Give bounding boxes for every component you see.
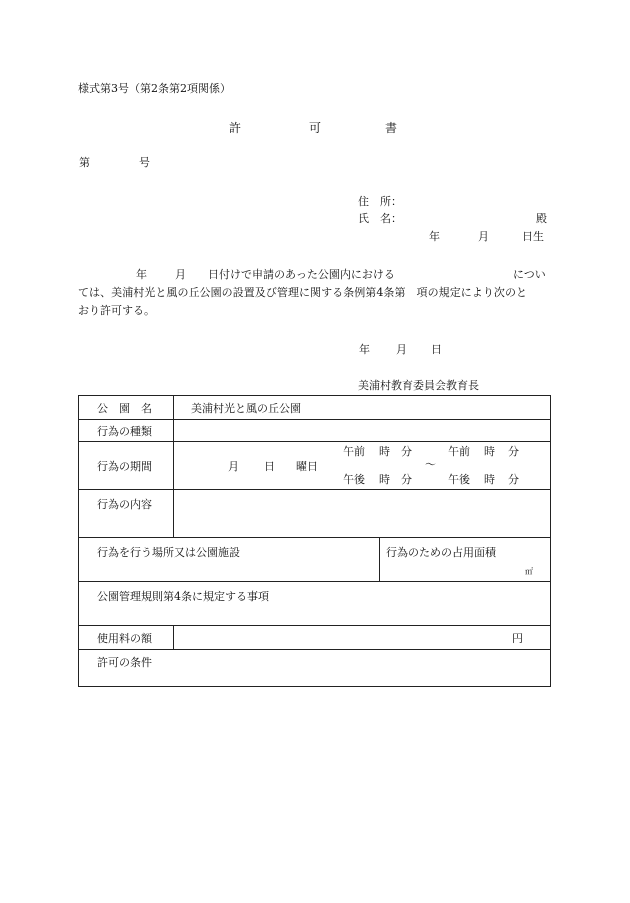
period-day: 日	[264, 460, 275, 473]
date-day: 日	[431, 343, 442, 356]
birth-month: 月	[478, 230, 489, 243]
period-hour-3: 時	[379, 473, 390, 486]
birth-day: 日生	[522, 230, 544, 243]
body-year: 年	[136, 268, 147, 281]
title-char-2: 可	[309, 121, 322, 135]
period-pm-end: 午後	[448, 473, 470, 486]
period-hour-1: 時	[379, 445, 390, 458]
address-label: 住 所：	[358, 195, 402, 208]
honorific: 殿	[536, 212, 547, 225]
title-char-3: 書	[385, 121, 398, 135]
title-char-1: 許	[229, 121, 242, 135]
permit-no-suffix: 号	[139, 156, 150, 169]
body-line1-text: 日付けで申請のあった公園内における	[208, 268, 395, 281]
period-am-start: 午前	[343, 445, 365, 458]
body-month: 月	[175, 268, 186, 281]
content-label: 行為の内容	[97, 498, 152, 511]
row-period	[79, 442, 550, 490]
row-place-area	[79, 538, 550, 582]
form-number: 様式第3号（第2条第2項関係）	[78, 82, 231, 95]
period-min-2: 分	[508, 445, 519, 458]
period-tilde: ～	[425, 458, 436, 471]
permit-no-prefix: 第	[79, 156, 90, 169]
issuer: 美浦村教育委員会教育長	[358, 379, 479, 392]
area-label: 行為のための占用面積	[386, 546, 496, 559]
regulation-label: 公園管理規則第4条に規定する事項	[97, 590, 269, 603]
row-content	[79, 490, 550, 538]
activity-type-label: 行為の種類	[97, 425, 152, 438]
body-line2: ては、美浦村光と風の丘公園の設置及び管理に関する条例第4条第 項の規定により次のと	[78, 286, 528, 299]
conditions-label: 許可の条件	[97, 656, 152, 669]
row-park-name	[79, 396, 550, 420]
row-fee	[79, 626, 550, 650]
place-label: 行為を行う場所又は公園施設	[97, 546, 240, 559]
period-label: 行為の期間	[97, 460, 152, 473]
date-month: 月	[396, 343, 407, 356]
period-weekday: 曜日	[296, 460, 318, 473]
date-year: 年	[359, 343, 370, 356]
park-name-value: 美浦村光と風の丘公園	[191, 402, 301, 415]
permit-details-table	[78, 395, 551, 687]
fee-unit: 円	[512, 632, 523, 645]
row-conditions	[79, 650, 550, 686]
period-month: 月	[228, 460, 239, 473]
birth-year: 年	[429, 230, 440, 243]
fee-label: 使用料の額	[97, 632, 152, 645]
name-label: 氏 名：	[358, 212, 402, 225]
row-activity-type	[79, 420, 550, 442]
period-min-3: 分	[401, 473, 412, 486]
park-name-label: 公 園 名	[97, 402, 152, 415]
row-regulation	[79, 582, 550, 626]
period-am-end: 午前	[448, 445, 470, 458]
period-min-1: 分	[401, 445, 412, 458]
area-unit: ㎡	[525, 567, 533, 576]
period-hour-4: 時	[484, 473, 495, 486]
body-line3: おり許可する。	[78, 304, 155, 317]
period-pm-start: 午後	[343, 473, 365, 486]
period-hour-2: 時	[484, 445, 495, 458]
period-min-4: 分	[508, 473, 519, 486]
body-line1-tail: につい	[513, 268, 546, 281]
